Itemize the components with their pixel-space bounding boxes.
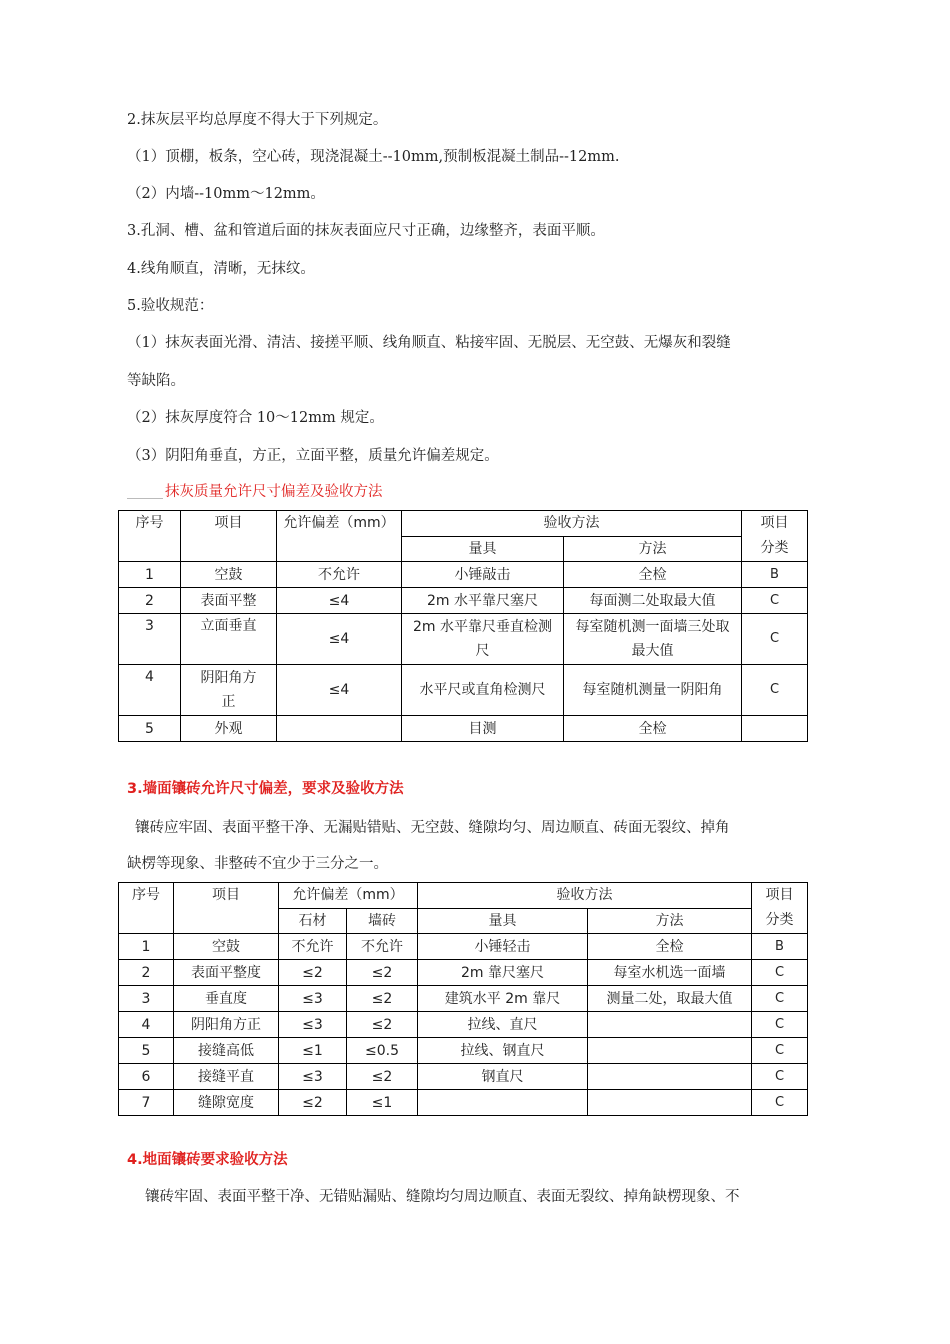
cell-tile: 不允许 [347, 934, 418, 960]
cell-item: 表面平整 [181, 588, 277, 614]
cell-tolerance: ≤4 [277, 665, 402, 716]
cell-tile: ≤2 [347, 1064, 418, 1090]
cell-tolerance [277, 716, 402, 742]
cell-tile: ≤2 [347, 1012, 418, 1038]
cell-item: 接缝平直 [174, 1064, 279, 1090]
cell-item: 阴阳角方正 [174, 1012, 279, 1038]
table-row [119, 1090, 808, 1116]
cell-tool: 拉线、钢直尺 [418, 1038, 588, 1064]
cell-no: 3 [119, 986, 174, 1012]
cell-stone: ≤2 [279, 1090, 347, 1116]
table-row [119, 665, 808, 716]
cell-tile: ≤0.5 [347, 1038, 418, 1064]
cell-no: 1 [119, 934, 174, 960]
paragraph-plaster-thickness: 2.抹灰层平均总厚度不得大于下列规定。 [127, 112, 388, 128]
section3-heading: 3.墙面镶砖允许尺寸偏差，要求及验收方法 [127, 781, 404, 797]
cell-tool: 目测 [402, 716, 564, 742]
table-row [119, 1012, 808, 1038]
cell-method: 测量二处，取最大值 [588, 986, 752, 1012]
cell-class: C [752, 1090, 808, 1116]
section4-heading: 4.地面镶砖要求验收方法 [127, 1152, 288, 1168]
cell-tool [418, 1090, 588, 1116]
paragraph-ceiling-thickness: （1）顶棚，板条，空心砖，现浇混凝土--10mm,预制板混凝土制品--12mm. [127, 149, 620, 165]
table-row [119, 1064, 808, 1090]
header-no: 序号 [119, 883, 174, 934]
cell-class: C [742, 614, 808, 665]
table-row [119, 588, 808, 614]
cell-method [588, 1090, 752, 1116]
header-tolerance: 允许偏差（mm） [277, 511, 402, 562]
cell-stone: ≤1 [279, 1038, 347, 1064]
cell-method: 全检 [588, 934, 752, 960]
header-method-group: 验收方法 [418, 883, 752, 909]
header-stone: 石材 [279, 908, 347, 934]
cell-method: 每室水机选一面墙 [588, 960, 752, 986]
paragraph-thickness-spec: （2）抹灰厚度符合 10～12mm 规定。 [127, 410, 384, 426]
wall-tile-tolerance-table [118, 882, 808, 1116]
header-tool: 量具 [418, 908, 588, 934]
cell-tool: 2m 水平靠尺垂直检测尺 [402, 614, 564, 665]
cell-tool: 建筑水平 2m 靠尺 [418, 986, 588, 1012]
table-row [119, 934, 808, 960]
cell-tool: 水平尺或直角检测尺 [402, 665, 564, 716]
plaster-tolerance-table [118, 510, 808, 742]
paragraph-holes-slots: 3.孔洞、槽、盆和管道后面的抹灰表面应尺寸正确，边缘整齐，表面平顺。 [127, 223, 605, 239]
cell-stone: 不允许 [279, 934, 347, 960]
cell-method: 全检 [564, 716, 742, 742]
paragraph-acceptance-spec: 5.验收规范： [127, 298, 214, 314]
cell-class: C [742, 665, 808, 716]
cell-tool: 小锤轻击 [418, 934, 588, 960]
paragraph-interior-wall: （2）内墙--10mm～12mm。 [127, 186, 325, 202]
cell-no: 2 [119, 588, 181, 614]
paragraph-line-corners: 4.线角顺直，清晰，无抹纹。 [127, 261, 315, 277]
cell-class: B [752, 934, 808, 960]
table-row [119, 986, 808, 1012]
cell-no: 7 [119, 1090, 174, 1116]
cell-no: 5 [119, 1038, 174, 1064]
cell-stone: ≤3 [279, 986, 347, 1012]
header-class: 项目 分类 [742, 511, 808, 562]
cell-item: 垂直度 [174, 986, 279, 1012]
cell-item: 阴阳角方正 [181, 665, 277, 716]
header-method: 方法 [564, 536, 742, 562]
cell-item: 接缝高低 [174, 1038, 279, 1064]
paragraph-surface-quality: （1）抹灰表面光滑、清洁、接搓平顺、线角顺直、粘接牢固、无脱层、无空鼓、无爆灰和裂缝 [127, 335, 731, 351]
paragraph-surface-quality-cont: 等缺陷。 [127, 373, 185, 389]
cell-tool: 2m 水平靠尺塞尺 [402, 588, 564, 614]
section3-text: 镶砖应牢固、表面平整干净、无漏贴错贴、无空鼓、缝隙均匀、周边顺直、砖面无裂纹、掉角 [135, 820, 730, 836]
cell-tile: ≤1 [347, 1090, 418, 1116]
paragraph-corners-spec: （3）阴阳角垂直，方正，立面平整，质量允许偏差规定。 [127, 448, 499, 464]
cell-class: C [752, 1012, 808, 1038]
table-row [119, 562, 808, 588]
cell-method [588, 1038, 752, 1064]
header-item: 项目 [181, 511, 277, 562]
cell-item: 空鼓 [174, 934, 279, 960]
header-method-group: 验收方法 [402, 511, 742, 537]
cell-tool: 小锤敲击 [402, 562, 564, 588]
cell-item: 立面垂直 [181, 614, 277, 665]
section3-text-cont: 缺楞等现象、非整砖不宜少于三分之一。 [127, 856, 388, 872]
table1-caption: 抹灰质量允许尺寸偏差及验收方法 [165, 484, 383, 500]
cell-method: 全检 [564, 562, 742, 588]
cell-class: C [742, 588, 808, 614]
cell-class: C [752, 960, 808, 986]
cell-no: 3 [119, 614, 181, 665]
cell-no: 4 [119, 1012, 174, 1038]
table-row [119, 614, 808, 665]
cell-tool: 2m 靠尺塞尺 [418, 960, 588, 986]
header-method: 方法 [588, 908, 752, 934]
cell-tolerance: ≤4 [277, 588, 402, 614]
cell-no: 5 [119, 716, 181, 742]
cell-method: 每室随机测一面墙三处取最大值 [564, 614, 742, 665]
table-row [119, 1038, 808, 1064]
cell-no: 2 [119, 960, 174, 986]
cell-item: 表面平整度 [174, 960, 279, 986]
section4-text: 镶砖牢固、表面平整干净、无错贴漏贴、缝隙均匀周边顺直、表面无裂纹、掉角缺楞现象、不 [145, 1189, 740, 1205]
cell-item: 外观 [181, 716, 277, 742]
header-tolerance: 允许偏差（mm） [279, 883, 418, 909]
cell-tile: ≤2 [347, 986, 418, 1012]
cell-no: 4 [119, 665, 181, 716]
cell-stone: ≤2 [279, 960, 347, 986]
cell-stone: ≤3 [279, 1064, 347, 1090]
cell-class: C [752, 1064, 808, 1090]
cell-tolerance: ≤4 [277, 614, 402, 665]
cell-stone: ≤3 [279, 1012, 347, 1038]
cell-tile: ≤2 [347, 960, 418, 986]
cell-class [742, 716, 808, 742]
cell-method: 每面测二处取最大值 [564, 588, 742, 614]
header-class: 项目 分类 [752, 883, 808, 934]
cell-class: C [752, 986, 808, 1012]
cell-no: 6 [119, 1064, 174, 1090]
cell-tolerance: 不允许 [277, 562, 402, 588]
header-tool: 量具 [402, 536, 564, 562]
cell-class: C [752, 1038, 808, 1064]
cell-tool: 钢直尺 [418, 1064, 588, 1090]
caption-underline [127, 498, 163, 499]
header-item: 项目 [174, 883, 279, 934]
cell-tool: 拉线、直尺 [418, 1012, 588, 1038]
header-no: 序号 [119, 511, 181, 562]
cell-method [588, 1012, 752, 1038]
cell-item: 缝隙宽度 [174, 1090, 279, 1116]
cell-method [588, 1064, 752, 1090]
cell-class: B [742, 562, 808, 588]
table-row [119, 960, 808, 986]
cell-item: 空鼓 [181, 562, 277, 588]
cell-method: 每室随机测量一阴阳角 [564, 665, 742, 716]
cell-no: 1 [119, 562, 181, 588]
table-row [119, 716, 808, 742]
header-tile: 墙砖 [347, 908, 418, 934]
